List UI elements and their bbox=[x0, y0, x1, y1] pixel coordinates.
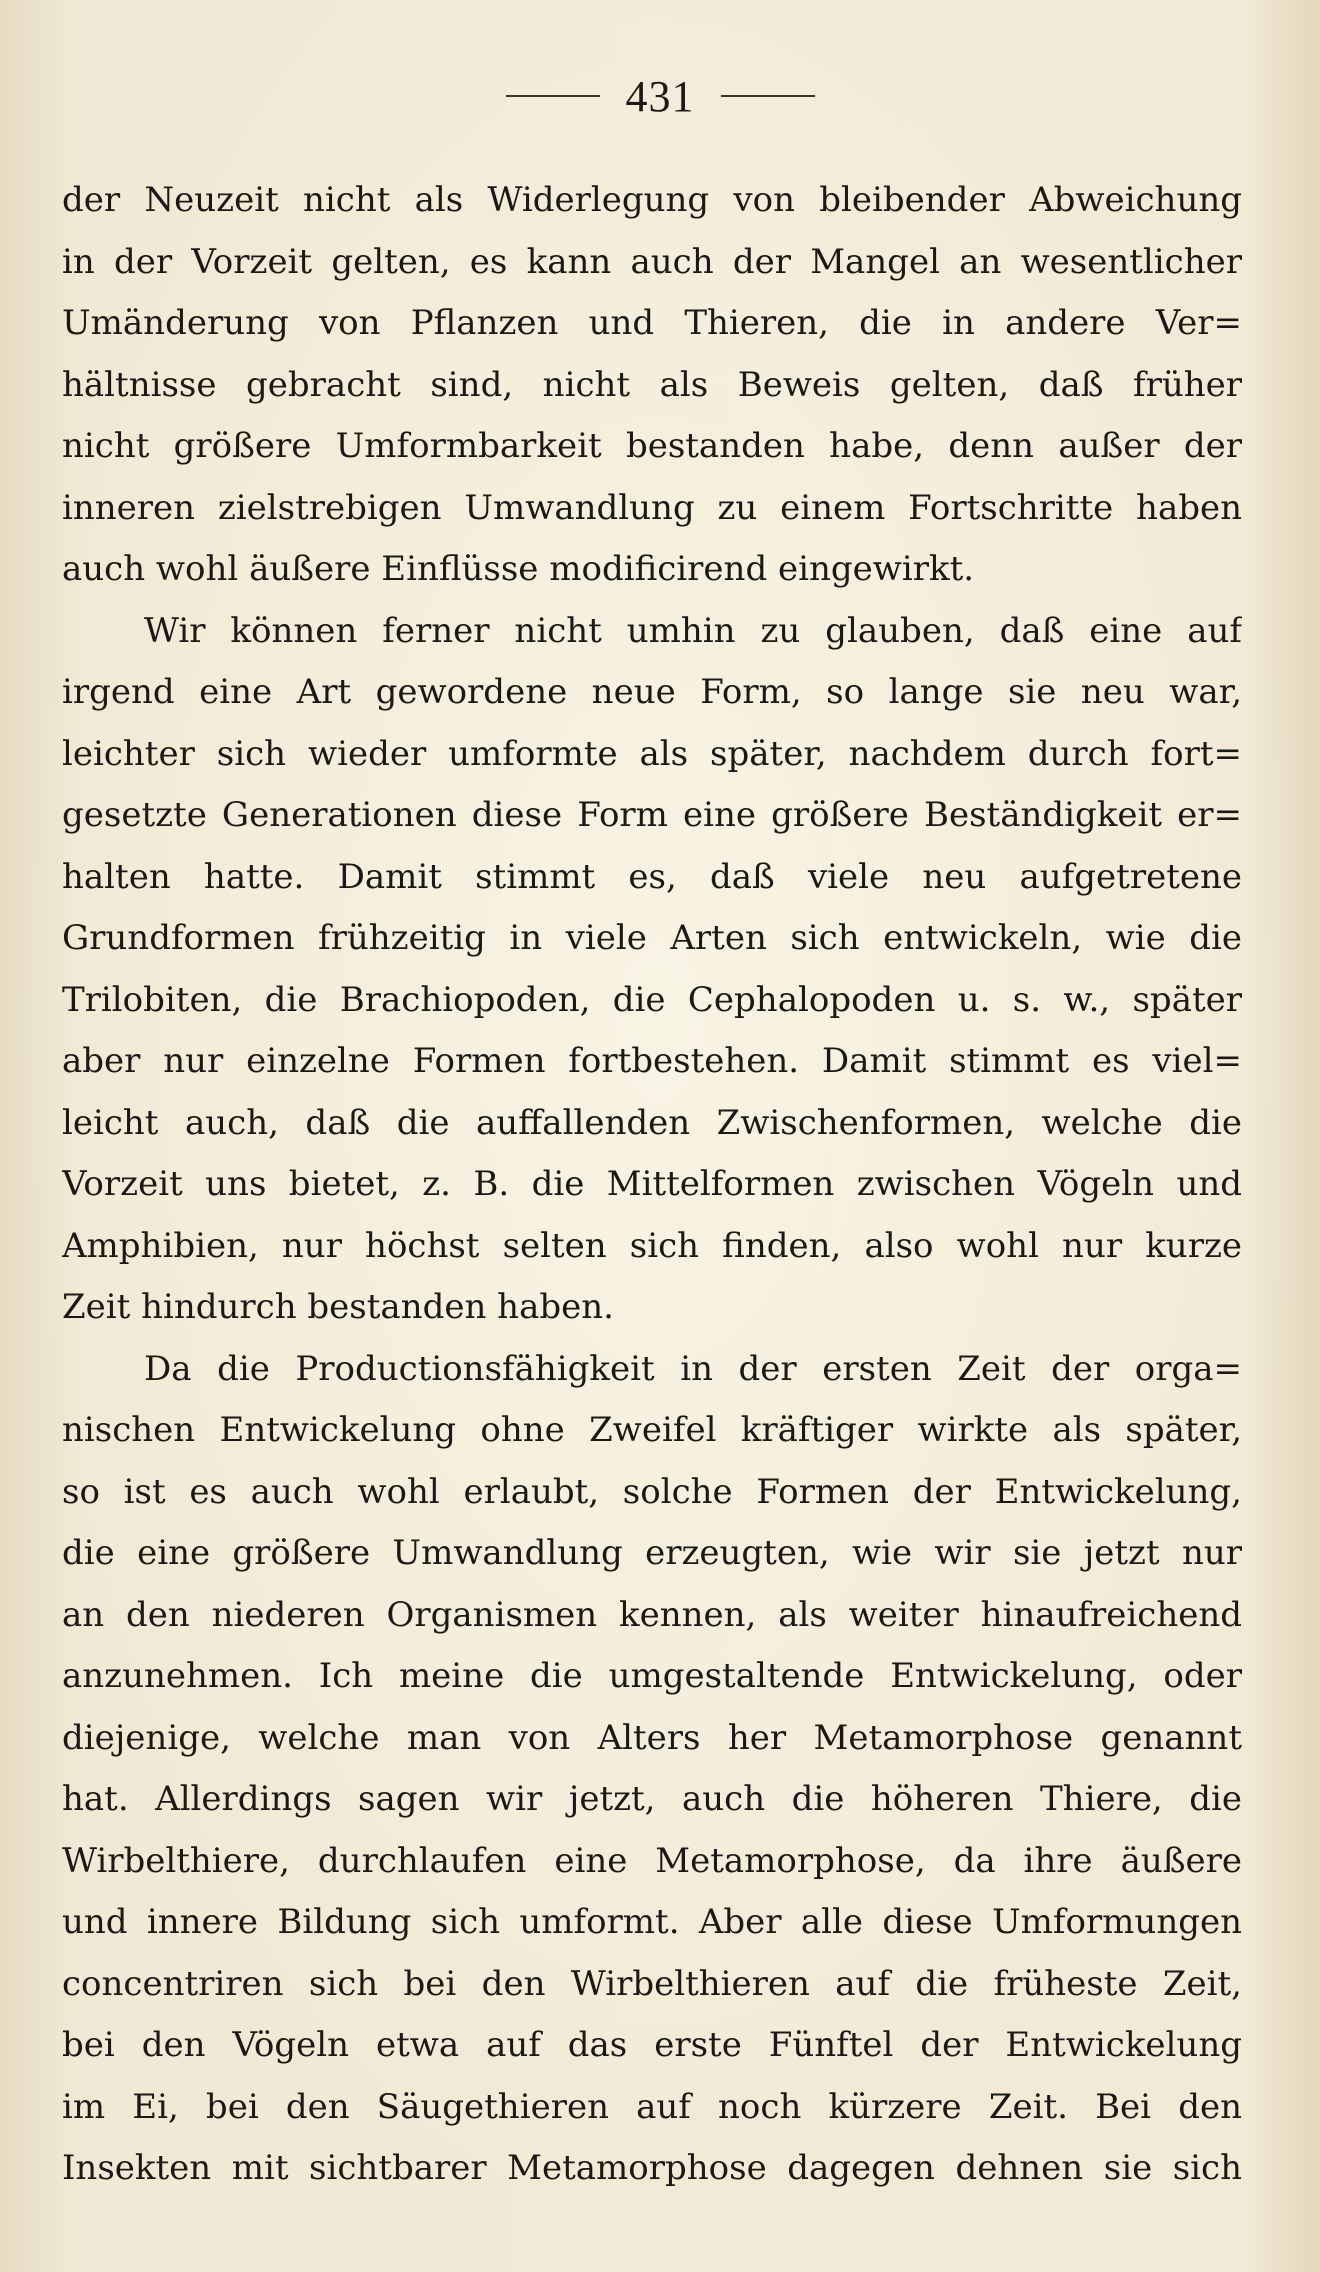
text-line: leichter sich wieder umformte als später, nachdem durch fort= bbox=[62, 733, 1242, 774]
text-line: diejenige, welche man von Alters her Metamorphose genannt bbox=[62, 1717, 1242, 1758]
text-line: Grundformen frühzeitig in viele Arten sich entwickeln, wie die bbox=[62, 918, 1242, 958]
paragraph-start-line: Wir können ferner nicht umhin zu glauben, daß eine auf bbox=[144, 610, 1242, 651]
text-line: Umänderung von Pflanzen und Thieren, die in andere Ver= bbox=[62, 303, 1242, 343]
text-line: Wirbelthiere, durchlaufen eine Metamorphose, da ihre äußere bbox=[62, 1840, 1242, 1881]
text-line: bei den Vögeln etwa auf das erste Fünftel der Entwickelung bbox=[62, 2025, 1242, 2065]
text-line: Trilobiten, die Brachiopoden, die Cephalopoden u. s. w., später bbox=[62, 979, 1242, 1020]
text-line: auch wohl äußere Einflüsse modificirend eingewirkt. bbox=[62, 549, 975, 589]
text-line: im Ei, bei den Säugethieren auf noch kürzere Zeit. Bei den bbox=[62, 2086, 1242, 2127]
paragraph-start-line: Da die Productionsfähigkeit in der ersten Zeit der orga= bbox=[144, 1348, 1242, 1389]
header-rule-left bbox=[506, 95, 600, 97]
text-line: nicht größere Umformbarkeit bestanden habe, denn außer der bbox=[62, 426, 1242, 466]
page-number: 431 bbox=[625, 71, 695, 121]
header-rule-right bbox=[721, 95, 815, 97]
text-line: concentriren sich bei den Wirbelthieren auf die früheste Zeit, bbox=[62, 1963, 1242, 2004]
text-line: die eine größere Umwandlung erzeugten, wie wir sie jetzt nur bbox=[62, 1533, 1242, 1573]
text-line: hat. Allerdings sagen wir jetzt, auch die höheren Thiere, die bbox=[62, 1779, 1242, 1819]
text-line: Vorzeit uns bietet, z. B. die Mittelformen zwischen Vögeln und bbox=[62, 1164, 1242, 1204]
text-line: so ist es auch wohl erlaubt, solche Formen der Entwickelung, bbox=[62, 1471, 1242, 1512]
text-line: Zeit hindurch bestanden haben. bbox=[62, 1287, 614, 1327]
text-line: inneren zielstrebigen Umwandlung zu einem Fortschritte haben bbox=[62, 487, 1242, 528]
text-line: hältnisse gebracht sind, nicht als Beweis gelten, daß früher bbox=[62, 364, 1242, 405]
text-line: und innere Bildung sich umformt. Aber alle diese Umformungen bbox=[62, 1902, 1242, 1942]
text-line: an den niederen Organismen kennen, als weiter hinaufreichend bbox=[62, 1594, 1242, 1635]
page-header bbox=[0, 66, 1320, 126]
text-line: der Neuzeit nicht als Widerlegung von bleibender Abweichung bbox=[62, 180, 1242, 220]
text-line: leicht auch, daß die auffallenden Zwischenformen, welche die bbox=[62, 1102, 1242, 1143]
text-line: halten hatte. Damit stimmt es, daß viele neu aufgetretene bbox=[62, 856, 1242, 897]
text-line: Insekten mit sichtbarer Metamorphose dagegen dehnen sie sich bbox=[62, 2148, 1242, 2188]
text-line: anzunehmen. Ich meine die umgestaltende Entwickelung, oder bbox=[62, 1656, 1242, 1696]
text-line: nischen Entwickelung ohne Zweifel kräftiger wirkte als später, bbox=[62, 1410, 1242, 1450]
body-text bbox=[62, 170, 1242, 2200]
text-line: gesetzte Generationen diese Form eine größere Beständigkeit er= bbox=[62, 795, 1242, 835]
text-line: in der Vorzeit gelten, es kann auch der Mangel an wesentlicher bbox=[62, 241, 1242, 282]
text-line: Amphibien, nur höchst selten sich finden, also wohl nur kurze bbox=[62, 1225, 1242, 1266]
text-line: aber nur einzelne Formen fortbestehen. Damit stimmt es viel= bbox=[62, 1041, 1242, 1081]
text-line: irgend eine Art gewordene neue Form, so lange sie neu war, bbox=[62, 672, 1242, 712]
